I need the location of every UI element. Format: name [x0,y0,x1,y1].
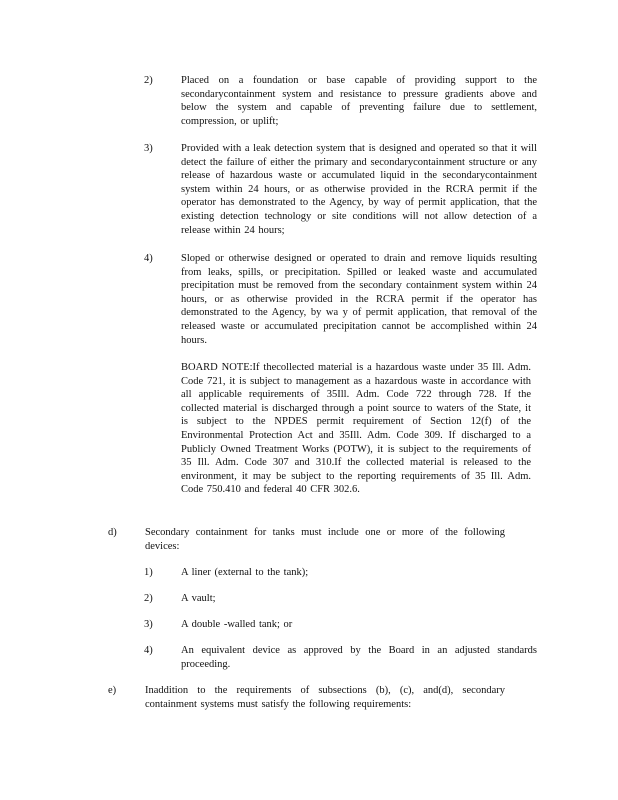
item-text: A liner (external to the tank); [181,567,309,578]
item-text: Provided with a leak detection system that is designed and operated so that it will detect the failure of either the primary and secondarycontainment structure or any release of hazardous waste or accumulated liquid in the secondarycontainment system within 24 hours, or as otherwise provided in the RCRA permit if the operator has demonstrated to the Agency, by way of permit application, that the existing detection technology or site conditions will not allow detection of a release within 24 hours; [181,143,537,236]
item-text: Placed on a foundation or base capable of providing support to the secondarycontainment system and resistance to pressure gradients above and below the system and capable of preventing failure due to settlement, compression, or uplift; [181,75,537,127]
item-text: Sloped or otherwise designed or operated to drain and remove liquids resulting from leaks, spills, or precipitation. Spilled or leaked waste and accumulated precipitation must be removed from the secondary containment system within 24 hours, or as otherwise provided in the RCRA permit if the operator has demonstrated to the Agency, by wa y of permit application, that removal of the released waste or accumulated precipitation cannot be accomplished within 24 hours. [181,253,537,346]
item-marker: 4) [144,253,153,264]
item-text: A vault; [181,593,216,604]
item-marker: 3) [144,619,153,630]
item-text: An equivalent device as approved by the Board in an adjusted standards proceeding. [181,645,537,670]
item-marker: 1) [144,567,153,578]
item-marker: 2) [144,593,153,604]
item-text: Inaddition to the requirements of subsections (b), (c), and(d), secondary containment systems must satisfy the following requirements: [145,685,505,710]
item-text: Secondary containment for tanks must include one or more of the following devices: [145,527,505,552]
item-marker: 3) [144,143,153,154]
item-marker: 2) [144,75,153,86]
item-marker: e) [108,685,117,696]
item-marker: d) [108,527,117,538]
item-text: A double -walled tank; or [181,619,293,630]
item-marker: 4) [144,645,153,656]
board-note-text: BOARD NOTE:If thecollected material is a hazardous waste under 35 Ill. Adm. Code 721, it is subject to management as a hazardous waste in accordance with all applicable requirements of 35Ill. Adm. Code 722 through 728. If the collected material is discharged through a point source to waters of the State, it is subject to the NPDES permit requirement of Section 12(f) of the Environmental Protection Act and 35Ill. Adm. Code 309. If discharged to a Publicly Owned Treatment Works (POTW), it is subject to the requirements of 35 Ill. Adm. Code 307 and 310.If the collected material is released to the environment, it may be subject to the reporting requirements of 35 Ill. Adm. Code 750.410 and federal 40 CFR 302.6. [181,362,531,496]
